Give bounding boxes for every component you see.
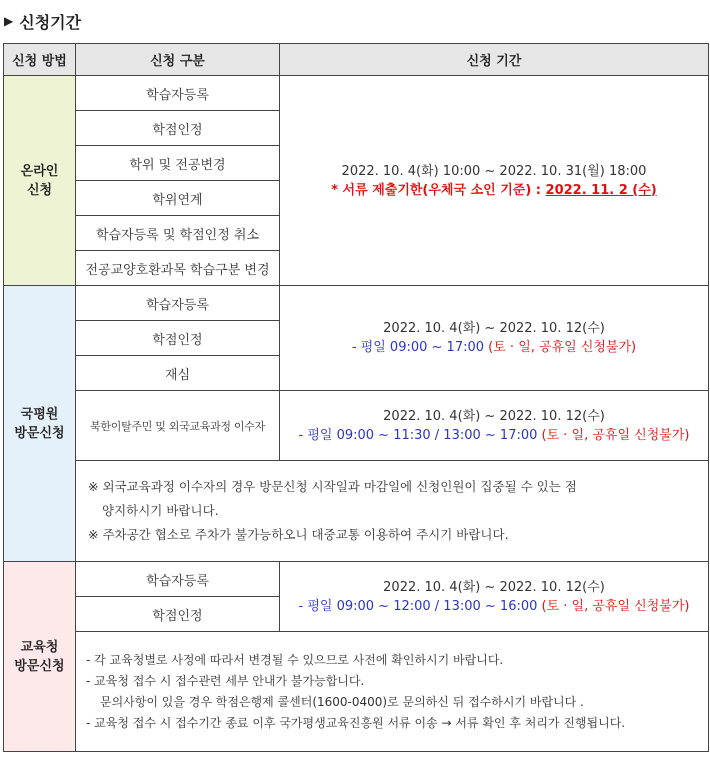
category-cell: 학점인정 (76, 597, 280, 632)
section-title-text: 신청기간 (19, 12, 82, 32)
category-cell: 학점인정 (76, 111, 280, 146)
period-edu: 2022. 10. 4(화) ~ 2022. 10. 12(수) - 평일 09:00 ~ 12:00 / 13:00 ~ 16:00 (토 · 일, 공휴일 신청불가) (280, 562, 709, 632)
period-visit-a: 2022. 10. 4(화) ~ 2022. 10. 12(수) - 평일 09:00 ~ 17:00 (토 · 일, 공휴일 신청불가) (280, 286, 709, 391)
edu-notes: - 각 교육청별로 사정에 따라서 변경될 수 있으므로 사전에 확인하시기 바랍니다. - 교육청 접수 시 접수관련 세부 안내가 불가능합니다. 문의사항이 있을 경우 학점은행제 콜센터(1600-0400)로 문의하신 뒤 접수하시기 바랍니다 . - 교육청 접수 시 접수기간 종료 이후 국가평생교육진흥원 서류 이송 → 서류 확인 후 처리가 진행됩니다. (76, 632, 709, 752)
section-title (4, 8, 81, 34)
deadline-date: 2022. 11. 2 (수) (545, 182, 657, 198)
category-cell: 재심 (76, 356, 280, 391)
category-cell: 학습자등록 (76, 562, 280, 597)
category-cell: 학습자등록 (76, 286, 280, 321)
method-visit: 국평원 방문신청 (4, 286, 76, 562)
deadline-line: * 서류 제출기한(우체국 소인 기준) : 2022. 11. 2 (수) (331, 182, 657, 198)
period-visit-b: 2022. 10. 4(화) ~ 2022. 10. 12(수) - 평일 09:00 ~ 11:30 / 13:00 ~ 17:00 (토 · 일, 공휴일 신청불가) (280, 391, 709, 461)
method-edu: 교육청 방문신청 (4, 562, 76, 752)
visit-notes: ※ 외국교육과정 이수자의 경우 방문신청 시작일과 마감일에 신청인원이 집중될 수 있는 점 양지하시기 바랍니다. ※ 주차공간 협소로 주차가 불가능하오니 대중교통 이용하여 주시기 바랍니다. (76, 461, 709, 562)
category-cell: 학습자등록 및 학점인정 취소 (76, 216, 280, 251)
method-online: 온라인 신청 (4, 76, 76, 286)
application-period-table (3, 43, 709, 752)
header-method: 신청 방법 (4, 44, 76, 76)
period-online: 2022. 10. 4(화) 10:00 ~ 2022. 10. 31(월) 18:00 * 서류 제출기한(우체국 소인 기준) : 2022. 11. 2 (수) (280, 76, 709, 286)
category-cell: 북한이탈주민 및 외국교육과정 이수자 (76, 391, 280, 461)
category-cell: 전공교양호환과목 학습구분 변경 (76, 251, 280, 286)
header-period: 신청 기간 (280, 44, 709, 76)
category-cell: 학습자등록 (76, 76, 280, 111)
category-cell: 학위 및 전공변경 (76, 146, 280, 181)
header-category: 신청 구분 (76, 44, 280, 76)
triangle-right-icon: ▶ (4, 14, 14, 28)
category-cell: 학점인정 (76, 321, 280, 356)
category-cell: 학위연계 (76, 181, 280, 216)
